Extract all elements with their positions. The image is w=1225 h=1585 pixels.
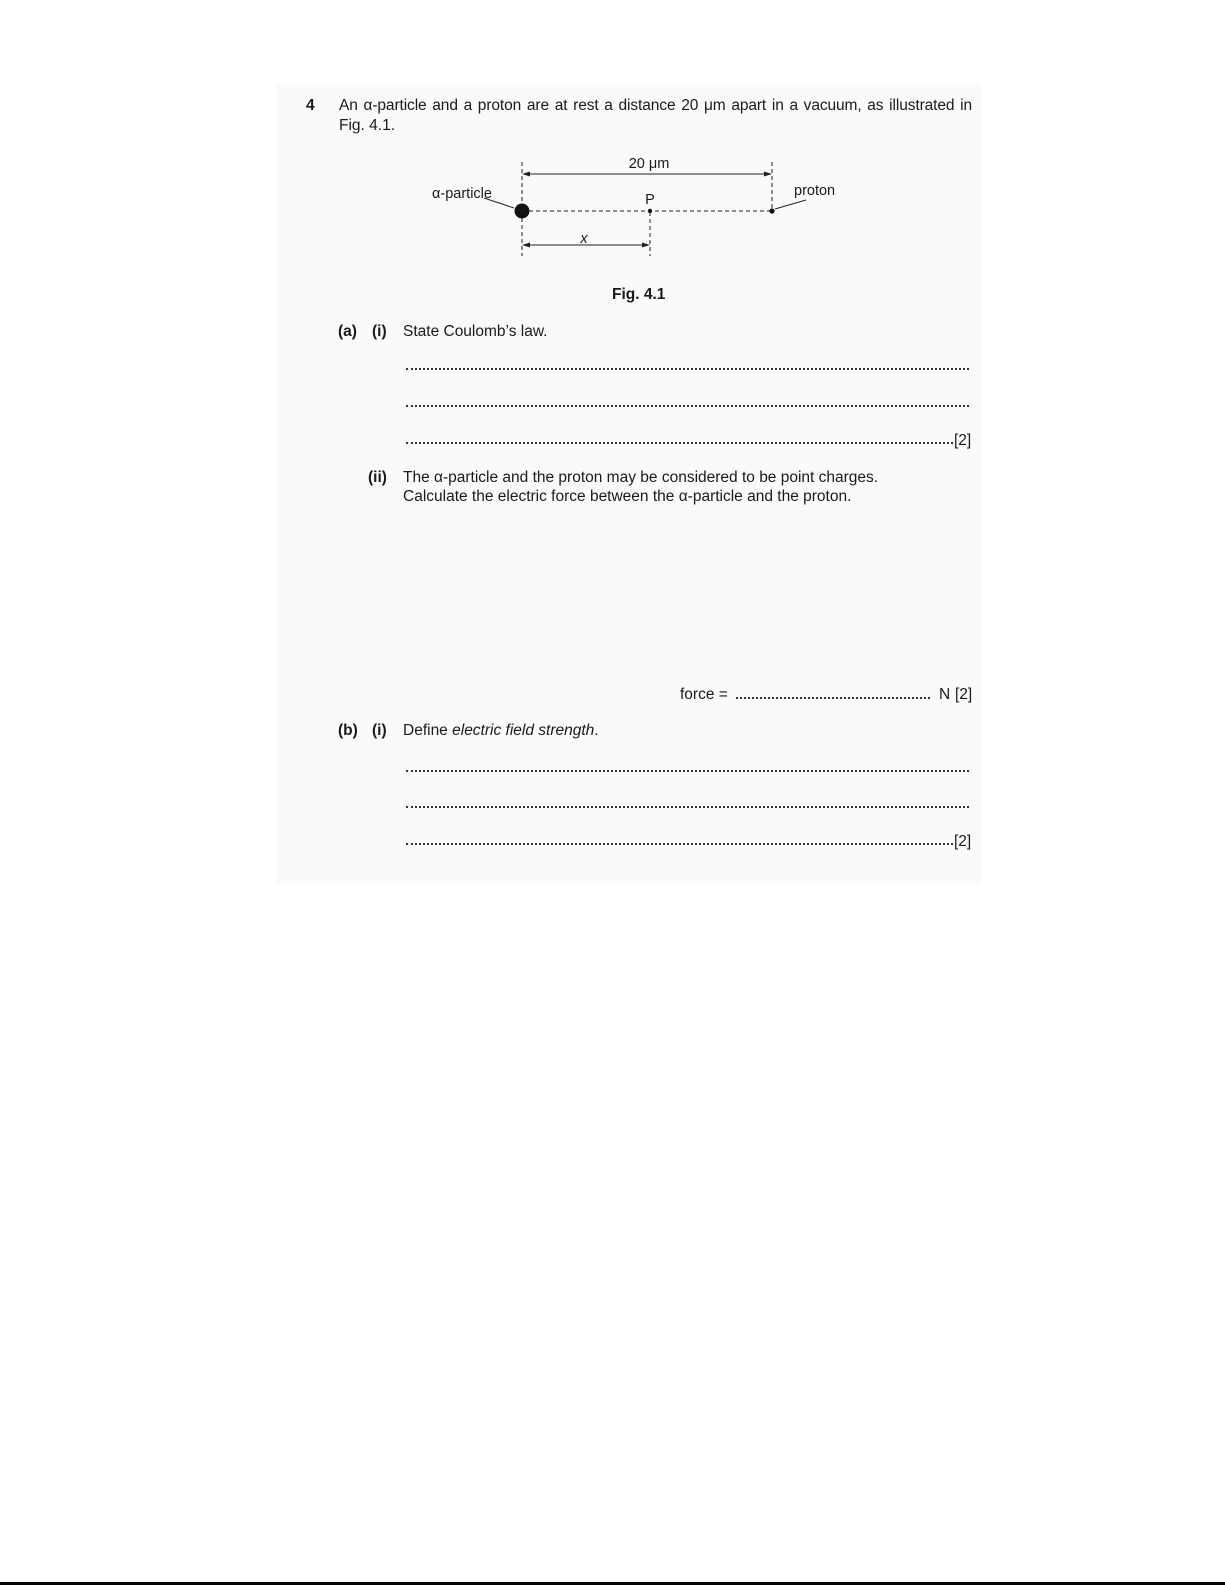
answer-line-a-i-2[interactable] (406, 405, 969, 407)
answer-line-b-i-1[interactable] (406, 770, 969, 772)
part-b-i-term: electric field strength (452, 722, 595, 739)
marks-b-i: [2] (954, 833, 972, 850)
part-a-ii-line2: Calculate the electric force between the α-particle and the proton. (403, 488, 852, 505)
part-a-label: (a) (338, 323, 357, 340)
question-number: 4 (306, 97, 315, 114)
part-b-i-label: (i) (372, 722, 387, 739)
figure-caption: Fig. 4.1 (612, 286, 666, 303)
answer-line-b-i-3[interactable] (406, 843, 953, 845)
question-intro-line2: Fig. 4.1. (339, 117, 395, 134)
part-b-label: (b) (338, 722, 358, 739)
marks-a-i: [2] (954, 432, 972, 449)
part-b-i-text: Define (403, 722, 453, 739)
proton-leader-line (775, 200, 806, 209)
part-a-ii-line1: The α-particle and the proton may be considered to be point charges. (403, 469, 879, 486)
x-arrowhead-right (642, 243, 650, 248)
distance-arrowhead-right (764, 172, 772, 177)
proton-label: proton (794, 183, 836, 199)
part-a-ii-label: (ii) (368, 469, 387, 486)
x-arrowhead-left (522, 243, 530, 248)
part-a-i-question: State Coulomb’s law. (403, 323, 548, 340)
distance-label: 20 μm (628, 156, 670, 172)
force-answer-field[interactable] (736, 697, 930, 699)
alpha-label: α-particle (432, 186, 492, 202)
x-label: x (580, 231, 588, 247)
force-answer-prefix: force = (680, 686, 728, 703)
marks-a-ii: [2] (955, 686, 973, 703)
answer-line-a-i-3[interactable] (406, 442, 953, 444)
part-b-i-end: . (594, 722, 599, 739)
question-intro-line1: An α-particle and a proton are at rest a distance 20 μm apart in a vacuum, as illustrated in (339, 97, 972, 114)
force-answer-unit: N (939, 686, 951, 703)
answer-line-a-i-1[interactable] (406, 368, 969, 370)
figure-4-1 (420, 150, 860, 265)
part-a-i-label: (i) (372, 323, 387, 340)
distance-arrowhead-left (522, 172, 530, 177)
proton-dot (769, 208, 774, 213)
point-p-dot (648, 209, 652, 213)
alpha-particle-dot (515, 204, 530, 219)
part-b-i-question (403, 722, 599, 740)
point-p-label: P (645, 192, 655, 208)
answer-line-b-i-2[interactable] (406, 806, 969, 808)
